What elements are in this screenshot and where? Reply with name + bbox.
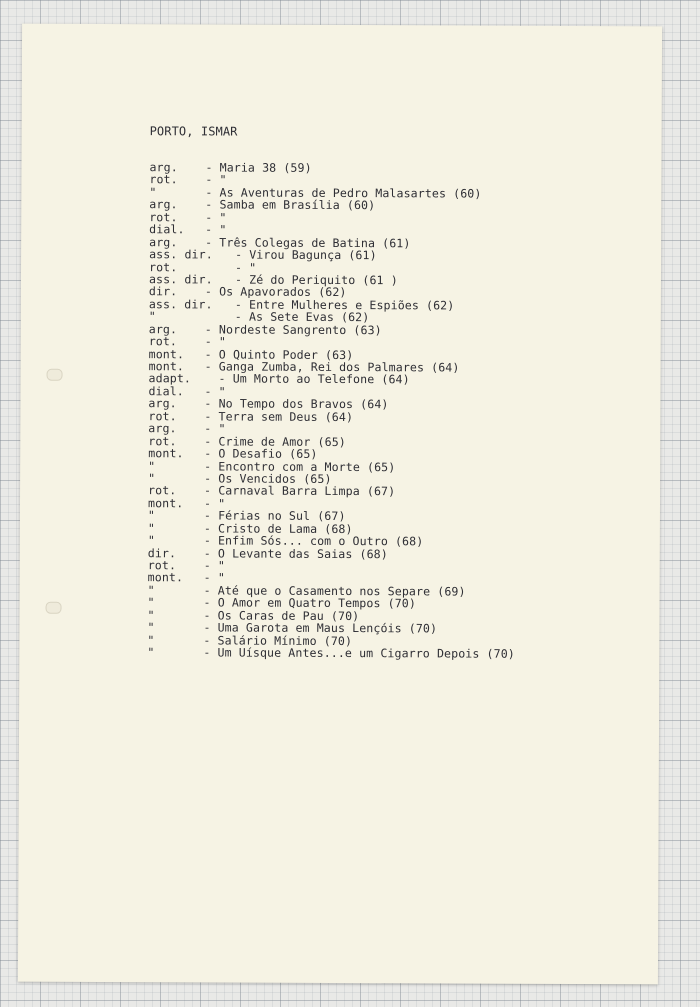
film-title: - Cristo de Lama (68) bbox=[203, 521, 353, 536]
punch-hole bbox=[47, 369, 63, 381]
film-title: - Entre Mulheres e Espiões (62) bbox=[234, 297, 455, 313]
film-title: - O Amor em Quatro Tempos (70) bbox=[203, 595, 417, 611]
film-title: - " bbox=[203, 570, 225, 585]
film-title: - " bbox=[203, 558, 226, 573]
entries bbox=[147, 161, 517, 660]
film-title: - " bbox=[205, 222, 227, 237]
film-title: - No Tempo dos Bravos (64) bbox=[204, 396, 389, 412]
film-title: - Samba em Brasília (60) bbox=[205, 197, 376, 213]
film-title: - O Desafio (65) bbox=[204, 446, 318, 461]
film-title: - Crime de Amor (65) bbox=[204, 434, 346, 449]
film-title: - As Sete Evas (62) bbox=[234, 309, 370, 325]
film-title: - Encontro com a Morte (65) bbox=[204, 458, 396, 474]
film-title: - Um Uísque Antes...e um Cigarro Depois (70) bbox=[203, 645, 515, 661]
filmography-list bbox=[147, 124, 517, 660]
film-title: - " bbox=[205, 172, 227, 187]
film-title: - " bbox=[203, 496, 226, 511]
film-title: - " bbox=[204, 334, 226, 349]
film-title: - " bbox=[235, 260, 257, 275]
film-title: - " bbox=[204, 384, 226, 399]
film-title: - Virou Bagunça (61) bbox=[235, 247, 377, 263]
list-item bbox=[147, 646, 515, 660]
film-title: - As Aventuras de Pedro Malasartes (60) bbox=[205, 185, 482, 201]
film-title: - Uma Garota em Maus Lençóis (70) bbox=[203, 620, 438, 636]
film-title: - Nordeste Sangrento (63) bbox=[204, 322, 382, 337]
film-title: - " bbox=[204, 421, 226, 436]
film-title: - Terra sem Deus (64) bbox=[204, 409, 354, 424]
typed-page bbox=[18, 24, 662, 985]
film-title: - O Levante das Saias (68) bbox=[203, 545, 388, 561]
film-title: - Os Caras de Pau (70) bbox=[203, 608, 360, 623]
film-title: - Férias no Sul (67) bbox=[203, 508, 346, 524]
film-title: - " bbox=[205, 210, 227, 225]
film-title: - Os Vencidos (65) bbox=[204, 471, 332, 486]
film-title: - Zé do Periquito (61 ) bbox=[234, 272, 398, 288]
film-title: - Um Morto ao Telefone (64) bbox=[218, 371, 410, 387]
film-title: - Três Colegas de Batina (61) bbox=[205, 235, 411, 250]
film-title: - Maria 38 (59) bbox=[205, 160, 312, 175]
film-title: - Carnaval Barra Limpa (67) bbox=[204, 483, 396, 499]
film-title: - Enfim Sós... com o Outro (68) bbox=[203, 533, 424, 549]
list-item bbox=[149, 248, 517, 262]
punch-hole bbox=[46, 602, 62, 614]
film-title: - Ganga Zumba, Rei dos Palmares (64) bbox=[204, 359, 460, 375]
film-title: - Os Apavorados (62) bbox=[204, 284, 347, 300]
film-title: - Salário Mínimo (70) bbox=[203, 633, 353, 648]
page-heading: PORTO, ISMAR bbox=[149, 124, 238, 139]
film-title: - O Quinto Poder (63) bbox=[204, 346, 354, 362]
film-title: - Até que o Casamento nos Separe (69) bbox=[203, 583, 466, 599]
